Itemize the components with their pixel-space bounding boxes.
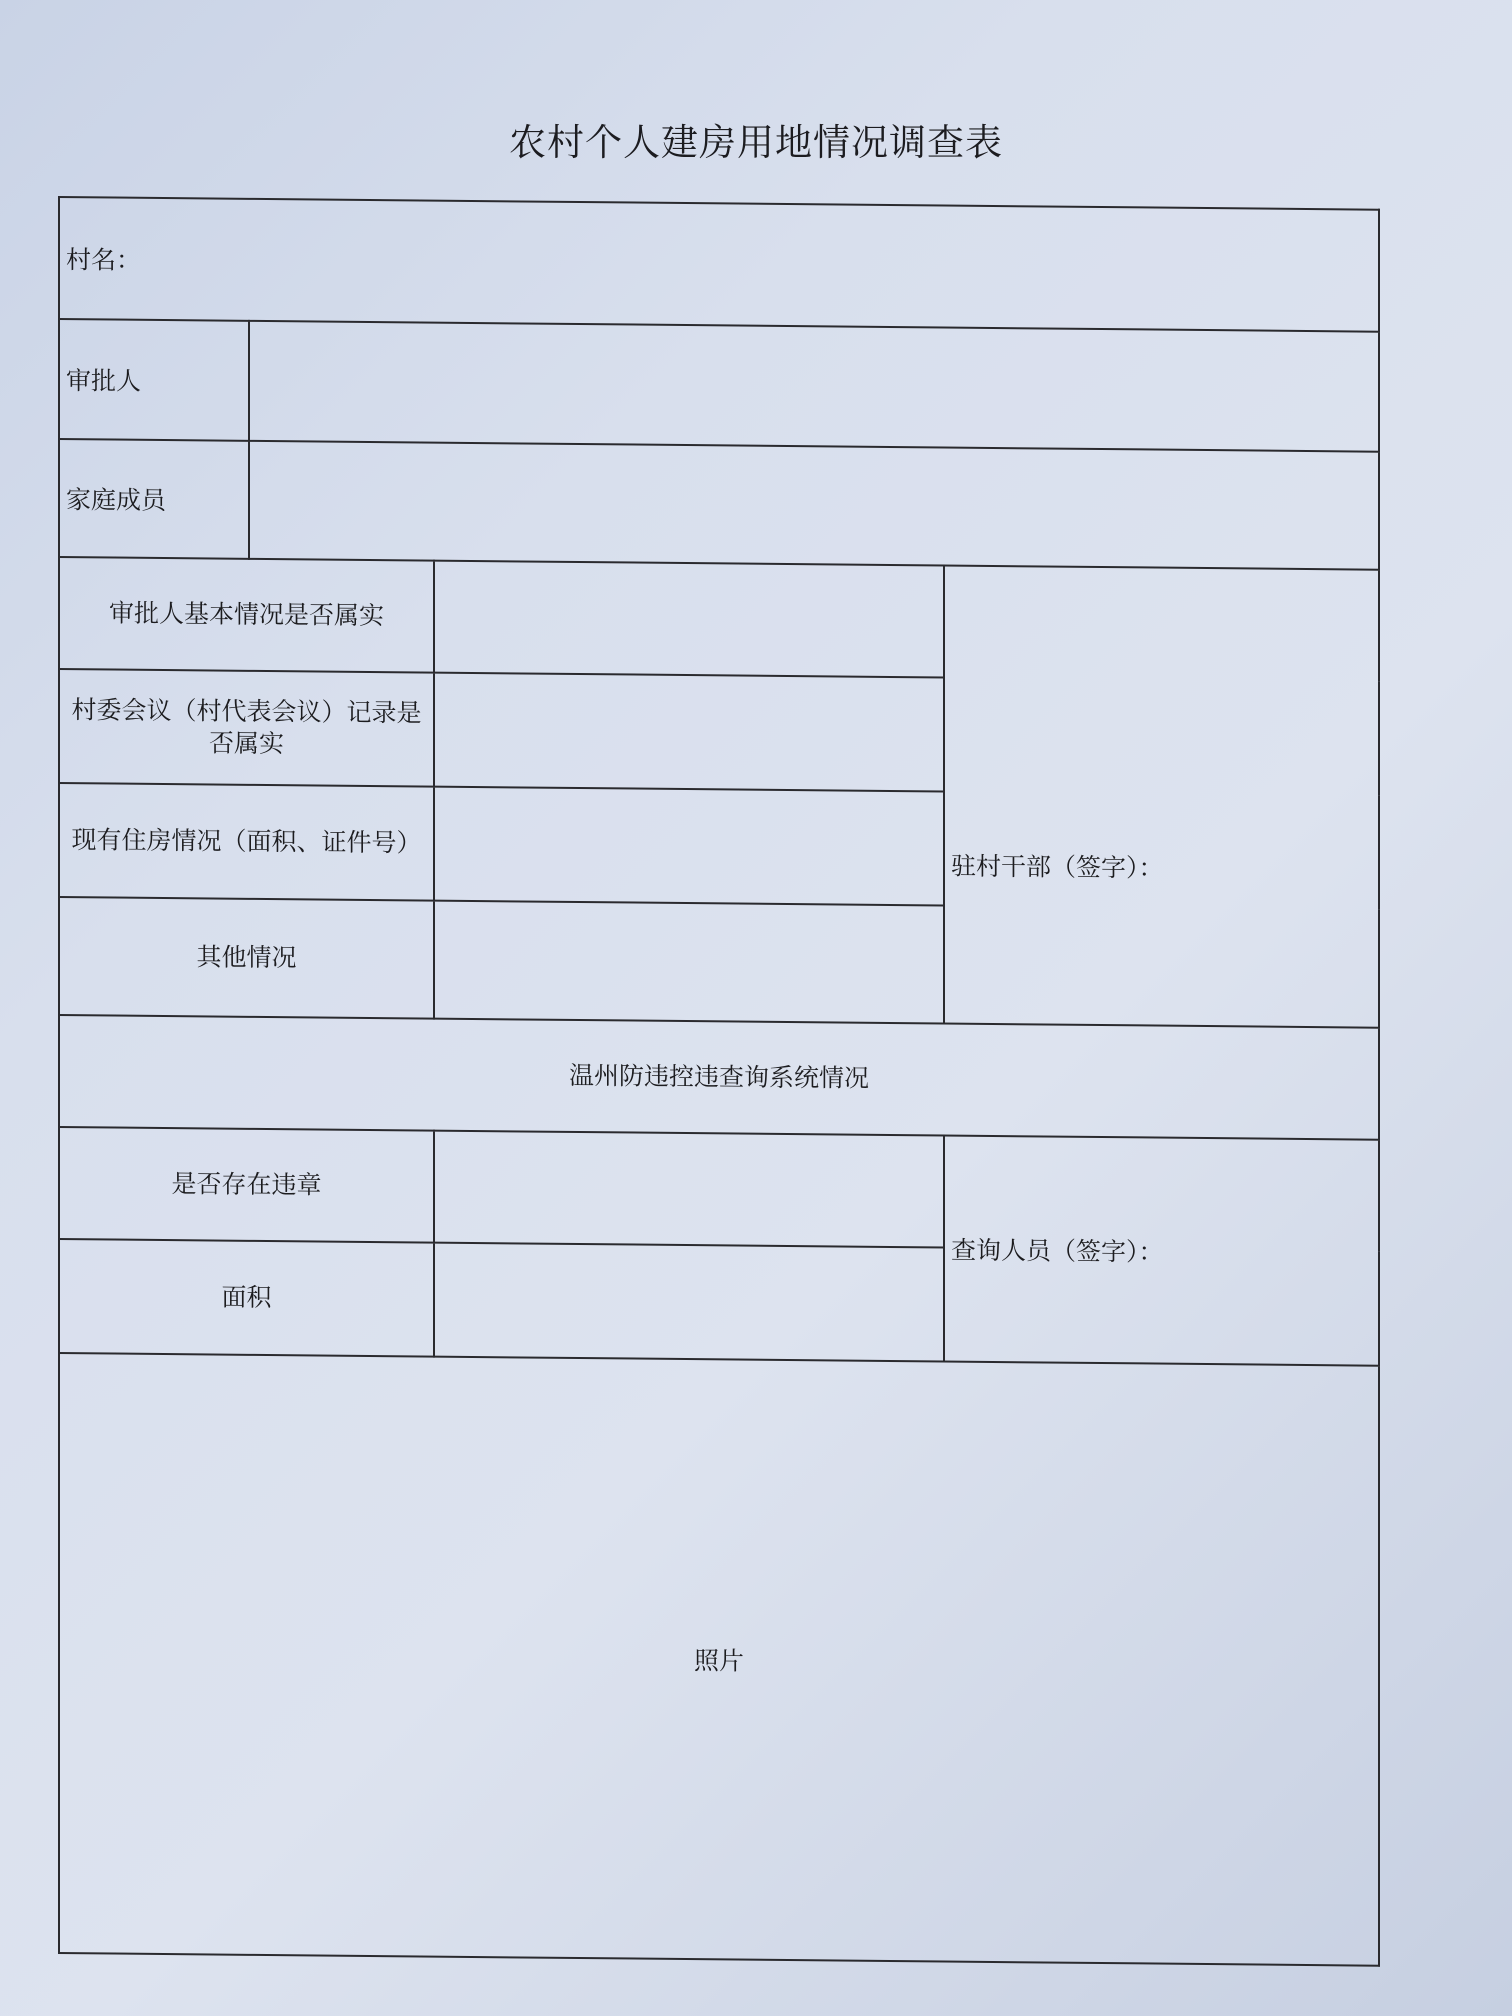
violation-exists-value[interactable] — [434, 1131, 944, 1248]
village-name-field[interactable] — [59, 197, 1379, 332]
applicant-label: 审批人 — [59, 319, 249, 441]
violation-exists-label: 是否存在违章 — [59, 1127, 434, 1243]
system-section-title: 温州防违控违查询系统情况 — [59, 1015, 1379, 1140]
photo-label: 照片 — [694, 1646, 745, 1676]
current-housing-label: 现有住房情况（面积、证件号） — [59, 783, 434, 901]
form-title: 农村个人建房用地情况调查表 — [509, 121, 1003, 164]
village-name-row — [59, 197, 1379, 332]
other-info-label: 其他情况 — [59, 897, 434, 1019]
family-members-value[interactable] — [249, 441, 1379, 570]
village-cadre-signature-label: 驻村干部（签字）： — [951, 851, 1164, 883]
inquirer-signature-label: 查询人员（签字）： — [951, 1235, 1164, 1267]
family-members-label: 家庭成员 — [59, 439, 249, 559]
village-cadre-signature-cell[interactable] — [944, 566, 1379, 1028]
applicant-row — [59, 319, 1379, 452]
applicant-info-value[interactable] — [434, 561, 944, 678]
survey-form-table — [58, 196, 1380, 1967]
inquirer-signature-cell[interactable] — [944, 1136, 1379, 1366]
applicant-info-row — [59, 557, 1379, 682]
current-housing-value[interactable] — [434, 787, 944, 906]
applicant-value[interactable] — [249, 321, 1379, 452]
photo-area[interactable] — [59, 1353, 1379, 1966]
village-name-label: 村名： — [66, 245, 142, 275]
committee-record-label: 村委会议（村代表会议）记录是否属实 — [59, 669, 434, 787]
system-section-row — [59, 1015, 1379, 1140]
violation-row — [59, 1127, 1379, 1252]
area-label: 面积 — [59, 1239, 434, 1357]
family-members-row — [59, 439, 1379, 570]
area-value[interactable] — [434, 1243, 944, 1362]
committee-record-value[interactable] — [434, 673, 944, 792]
other-info-value[interactable] — [434, 901, 944, 1024]
applicant-info-label: 审批人基本情况是否属实 — [59, 557, 434, 673]
photo-row — [59, 1353, 1379, 1966]
